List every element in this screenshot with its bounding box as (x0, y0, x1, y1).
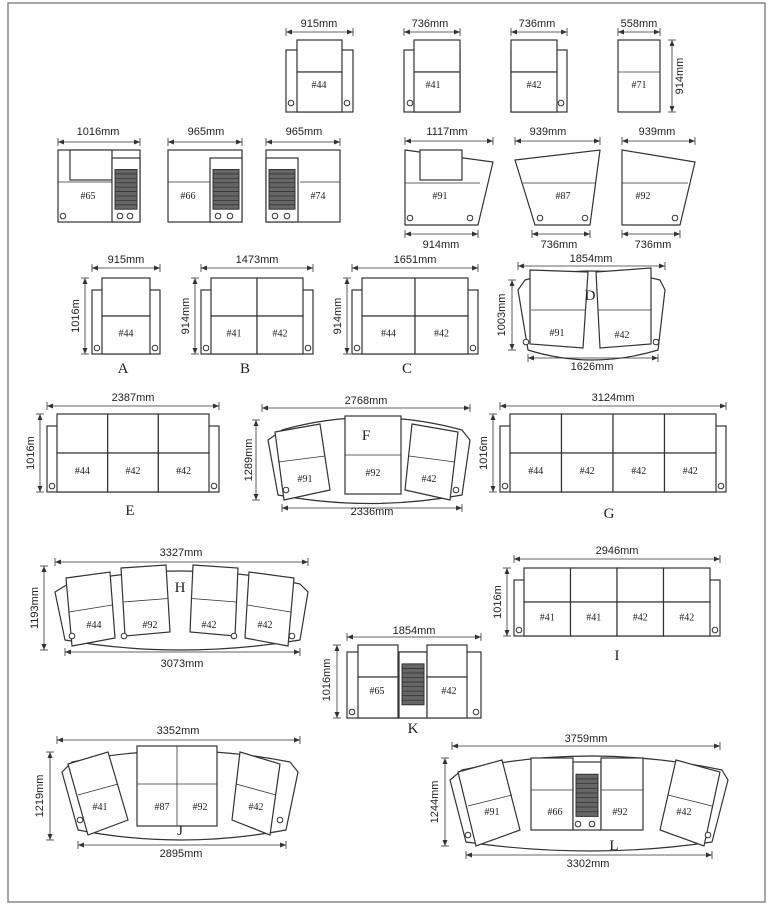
seat-code: #92 (612, 807, 628, 818)
caster-icon (69, 633, 75, 639)
caster-icon (203, 345, 209, 351)
seat-code: #91 (549, 328, 565, 339)
seat-back (571, 568, 618, 602)
seat-code: #42 (201, 620, 217, 631)
seat-code: #71 (631, 80, 647, 91)
caster-icon (288, 100, 294, 106)
caster-icon (712, 627, 718, 633)
seat-code: #65 (80, 191, 96, 202)
caster-icon (672, 215, 678, 221)
caster-icon (582, 215, 588, 221)
seat-code: #92 (142, 620, 158, 631)
config-letter: K (407, 721, 419, 737)
rect (618, 40, 660, 112)
caster-icon (558, 100, 564, 106)
seat-cushion (427, 677, 467, 718)
seat-back (617, 568, 664, 602)
caster-icon (305, 345, 311, 351)
config-letter: E (125, 503, 135, 519)
caster-icon (407, 215, 413, 221)
config-letter: J (177, 823, 183, 839)
caster-icon (465, 832, 471, 838)
caster-icon (121, 633, 127, 639)
caster-icon (277, 817, 283, 823)
depth-label: 1193mm (29, 587, 41, 629)
width-label: 939mm (638, 126, 676, 138)
seat-code: #44 (311, 80, 327, 91)
caster-icon (473, 709, 479, 715)
config-letter: I (614, 648, 620, 664)
seat-code: #92 (635, 191, 651, 202)
width-label: 1473mm (235, 254, 279, 266)
seat-code: #42 (526, 80, 542, 91)
seat-code: #41 (92, 802, 108, 813)
config-letter: D (584, 288, 596, 304)
config-letter: B (239, 361, 251, 377)
seat-code: #42 (631, 466, 647, 478)
seat-back (665, 414, 717, 453)
width-label: 965mm (187, 126, 225, 138)
seat-code: #87 (555, 191, 571, 202)
seat-back (613, 414, 665, 453)
caster-icon (653, 339, 659, 345)
seat-code: #44 (528, 466, 544, 478)
seat-92 (601, 758, 643, 830)
depth-label: 1016m (478, 436, 490, 470)
caster-icon (516, 627, 522, 633)
seat-code: #42 (679, 612, 695, 624)
caster-icon (354, 345, 360, 351)
caster-icon (231, 633, 237, 639)
seat-cushion (414, 72, 460, 112)
caster-icon (537, 215, 543, 221)
seat-code: #42 (434, 328, 449, 340)
caster-icon (227, 213, 233, 219)
width-label: 939mm (529, 126, 567, 138)
caster-icon (284, 213, 290, 219)
seat-code: #91 (484, 807, 500, 818)
width-label: 3759mm (564, 733, 608, 745)
width-label: 736mm (518, 18, 556, 30)
base-label: 3302mm (566, 858, 610, 870)
seat-back (102, 278, 150, 316)
seat-back (562, 414, 614, 453)
seat-code: #44 (381, 328, 396, 340)
depth-label: 914mm (674, 57, 686, 95)
seat-code: #44 (74, 466, 90, 478)
width-label: 915mm (300, 18, 338, 30)
console-storage (213, 170, 239, 210)
seat-code: #65 (369, 686, 385, 697)
seat-back (511, 40, 557, 72)
width-label: 1854mm (392, 625, 436, 637)
caster-icon (575, 821, 581, 827)
seat-code: #42 (632, 612, 648, 624)
seat-back (358, 645, 398, 677)
width-label: 3327mm (159, 547, 203, 559)
unit-41 (404, 18, 460, 112)
width-label: 915mm (107, 254, 145, 266)
seat-back (257, 278, 303, 316)
width-label: 1651mm (393, 254, 437, 266)
caster-icon (349, 709, 355, 715)
base-label: 1626mm (570, 361, 614, 373)
width-label: 3124mm (591, 392, 635, 404)
width-label: 965mm (285, 126, 323, 138)
caster-icon (705, 832, 711, 838)
seat-code: #42 (682, 466, 698, 478)
base-label: 2336mm (350, 506, 394, 518)
seat-code: #42 (441, 686, 457, 697)
base-label: 2895mm (159, 848, 203, 860)
width-label: 1854mm (569, 253, 613, 265)
console-storage (269, 170, 295, 210)
console-storage (402, 664, 424, 705)
seat-back (427, 645, 467, 677)
config-letter: A (117, 361, 129, 377)
caster-icon (49, 483, 55, 489)
depth-label: 914mm (180, 297, 192, 335)
config-letter: F (361, 428, 371, 444)
seat-code: #42 (614, 330, 630, 341)
seat-code: #42 (125, 466, 141, 478)
seat-code: #66 (547, 807, 563, 818)
caster-icon (453, 487, 459, 493)
caster-icon (589, 821, 595, 827)
seat-code: #44 (86, 620, 102, 631)
depth-label: 1016m (70, 299, 82, 333)
seat-code: #44 (118, 328, 134, 340)
config-letter: H (174, 580, 186, 596)
seat-back (70, 150, 112, 180)
seat-back (414, 40, 460, 72)
depth-label: 1289mm (243, 438, 255, 482)
caster-icon (94, 345, 100, 351)
seat-code: #91 (297, 474, 313, 485)
seat-code: #42 (676, 807, 692, 818)
width-label: 736mm (411, 18, 449, 30)
caster-icon (127, 213, 133, 219)
seat-back (420, 150, 462, 180)
caster-icon (470, 345, 476, 351)
depth-label: 1244mm (429, 780, 441, 824)
seat-code: #92 (365, 468, 381, 479)
seat-code: #42 (248, 802, 264, 813)
seat-66 (531, 758, 573, 830)
seat-back (524, 568, 571, 602)
caster-icon (523, 339, 529, 345)
caster-icon (272, 213, 278, 219)
caster-icon (117, 213, 123, 219)
base-label: 736mm (540, 239, 578, 251)
depth-label: 1016m (25, 436, 37, 470)
console-storage (576, 774, 598, 816)
seat-code: #91 (432, 191, 448, 202)
base-label: 3073mm (160, 658, 204, 670)
console-storage (115, 170, 137, 210)
caster-icon (211, 483, 217, 489)
seat-code: #87 (154, 802, 170, 813)
caster-icon (60, 213, 66, 219)
base-label: 914mm (422, 239, 460, 251)
seat-code: #74 (310, 191, 326, 202)
seat-code: #92 (192, 802, 208, 813)
seat-code: #41 (586, 612, 602, 624)
unit-44 (286, 18, 353, 112)
caster-icon (344, 100, 350, 106)
seat-back (415, 278, 468, 316)
seat-cushion (358, 677, 398, 718)
caster-icon (718, 483, 724, 489)
seat-back (57, 414, 108, 453)
seat-code: #66 (180, 191, 196, 202)
depth-label: 1016m (492, 585, 504, 619)
seat-back (664, 568, 711, 602)
seat-code: #42 (421, 474, 437, 485)
depth-label: 1003mm (496, 293, 508, 337)
seat-back (510, 414, 562, 453)
width-label: 1117mm (426, 126, 468, 138)
caster-icon (502, 483, 508, 489)
caster-icon (215, 213, 221, 219)
seat-back (362, 278, 415, 316)
base-label: 736mm (634, 239, 672, 251)
seat-back (297, 40, 342, 72)
depth-label: 1016mm (321, 658, 333, 702)
unit-42 (511, 18, 567, 112)
seat-cushion (511, 72, 557, 112)
seat-code: #42 (257, 620, 273, 631)
seat-code: #41 (226, 328, 242, 340)
width-label: 1016mm (76, 126, 120, 138)
seat-code: #42 (272, 328, 288, 340)
seat-back (158, 414, 209, 453)
seat-cushion (297, 72, 342, 112)
caster-icon (467, 215, 473, 221)
seat-code: #42 (176, 466, 192, 478)
seat-back (108, 414, 159, 453)
config-letter: L (609, 838, 619, 854)
config-letter: G (603, 506, 615, 522)
width-label: 2946mm (595, 545, 639, 557)
seat-right (405, 424, 458, 500)
caster-icon (407, 100, 413, 106)
config-letter: C (401, 361, 413, 377)
width-label: 2768mm (344, 395, 388, 407)
caster-icon (152, 345, 158, 351)
seat-code: #41 (539, 612, 555, 624)
width-label: 3352mm (156, 725, 200, 737)
width-label: 558mm (620, 18, 658, 30)
caster-icon (77, 817, 83, 823)
depth-label: 914mm (332, 297, 344, 335)
depth-label: 1219mm (34, 774, 46, 818)
seat-code: #41 (425, 80, 441, 91)
seat-back (211, 278, 257, 316)
caster-icon (283, 487, 289, 493)
seat-3 (245, 572, 294, 646)
caster-icon (289, 633, 295, 639)
width-label: 2387mm (111, 392, 155, 404)
seat-code: #42 (579, 466, 595, 478)
